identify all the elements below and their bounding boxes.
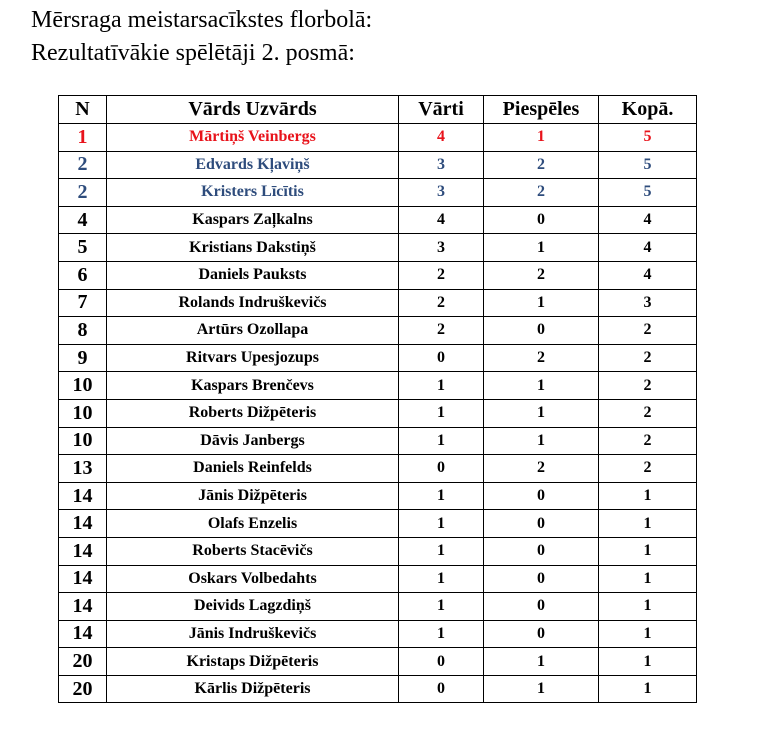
table-row (59, 372, 697, 400)
rank-cell: 9 (59, 344, 107, 372)
table-row (59, 648, 697, 676)
player-name-cell: Kristians Dakstiņš (107, 234, 399, 262)
goals-cell: 1 (399, 427, 484, 455)
goals-cell: 1 (399, 593, 484, 621)
table-row (59, 537, 697, 565)
player-name-cell: Daniels Reinfelds (107, 455, 399, 483)
table-row (59, 620, 697, 648)
assists-cell: 0 (484, 510, 599, 538)
document-subtitle: Rezultatīvākie spēlētāji 2. posmā: (31, 40, 355, 66)
table-row (59, 675, 697, 703)
rank-cell: 20 (59, 648, 107, 676)
assists-cell: 0 (484, 593, 599, 621)
assists-cell: 0 (484, 565, 599, 593)
total-cell: 2 (599, 455, 697, 483)
total-cell: 4 (599, 234, 697, 262)
player-name-cell: Deivids Lagzdiņš (107, 593, 399, 621)
player-name-cell: Rolands Indruškevičs (107, 289, 399, 317)
rank-cell: 14 (59, 593, 107, 621)
header-total: Kopā. (599, 96, 697, 124)
goals-cell: 1 (399, 482, 484, 510)
table-row (59, 289, 697, 317)
table-row (59, 482, 697, 510)
assists-cell: 1 (484, 427, 599, 455)
header-name: Vārds Uzvārds (107, 96, 399, 124)
player-name-cell: Kristers Līcītis (107, 179, 399, 207)
table-row (59, 593, 697, 621)
goals-cell: 0 (399, 455, 484, 483)
assists-cell: 1 (484, 234, 599, 262)
table-row (59, 399, 697, 427)
rank-cell: 7 (59, 289, 107, 317)
total-cell: 4 (599, 206, 697, 234)
assists-cell: 1 (484, 372, 599, 400)
player-name-cell: Oskars Volbedahts (107, 565, 399, 593)
total-cell: 2 (599, 344, 697, 372)
total-cell: 3 (599, 289, 697, 317)
goals-cell: 1 (399, 510, 484, 538)
header-goals: Vārti (399, 96, 484, 124)
assists-cell: 0 (484, 206, 599, 234)
goals-cell: 1 (399, 620, 484, 648)
total-cell: 1 (599, 537, 697, 565)
document-title: Mērsraga meistarsacīkstes florbolā: (31, 7, 373, 33)
table-row (59, 124, 697, 152)
total-cell: 1 (599, 593, 697, 621)
assists-cell: 2 (484, 179, 599, 207)
assists-cell: 1 (484, 675, 599, 703)
goals-cell: 2 (399, 261, 484, 289)
table-row (59, 565, 697, 593)
total-cell: 4 (599, 261, 697, 289)
goals-cell: 0 (399, 344, 484, 372)
rank-cell: 6 (59, 261, 107, 289)
assists-cell: 0 (484, 537, 599, 565)
rank-cell: 1 (59, 124, 107, 152)
player-name-cell: Kristaps Dižpēteris (107, 648, 399, 676)
goals-cell: 2 (399, 317, 484, 345)
rank-cell: 2 (59, 151, 107, 179)
goals-cell: 1 (399, 399, 484, 427)
assists-cell: 2 (484, 151, 599, 179)
assists-cell: 0 (484, 317, 599, 345)
player-name-cell: Roberts Dižpēteris (107, 399, 399, 427)
assists-cell: 1 (484, 124, 599, 152)
rank-cell: 14 (59, 482, 107, 510)
table-row (59, 234, 697, 262)
total-cell: 5 (599, 151, 697, 179)
rank-cell: 8 (59, 317, 107, 345)
header-assists: Piespēles (484, 96, 599, 124)
table-row (59, 427, 697, 455)
player-name-cell: Dāvis Janbergs (107, 427, 399, 455)
rank-cell: 20 (59, 675, 107, 703)
rank-cell: 2 (59, 179, 107, 207)
table-row (59, 455, 697, 483)
goals-cell: 3 (399, 234, 484, 262)
rank-cell: 10 (59, 399, 107, 427)
total-cell: 1 (599, 620, 697, 648)
table-row (59, 317, 697, 345)
total-cell: 1 (599, 510, 697, 538)
goals-cell: 1 (399, 372, 484, 400)
goals-cell: 0 (399, 648, 484, 676)
header-rank: N (59, 96, 107, 124)
total-cell: 5 (599, 124, 697, 152)
goals-cell: 4 (399, 124, 484, 152)
table-row (59, 206, 697, 234)
rank-cell: 14 (59, 510, 107, 538)
total-cell: 1 (599, 648, 697, 676)
total-cell: 1 (599, 675, 697, 703)
player-name-cell: Kaspars Zaļkalns (107, 206, 399, 234)
goals-cell: 3 (399, 179, 484, 207)
goals-cell: 0 (399, 675, 484, 703)
goals-cell: 4 (399, 206, 484, 234)
table-row (59, 510, 697, 538)
table-header-row (59, 96, 697, 124)
player-name-cell: Mārtiņš Veinbergs (107, 124, 399, 152)
total-cell: 2 (599, 317, 697, 345)
table-row (59, 261, 697, 289)
player-name-cell: Kaspars Brenčevs (107, 372, 399, 400)
goals-cell: 1 (399, 537, 484, 565)
rank-cell: 14 (59, 537, 107, 565)
rank-cell: 14 (59, 620, 107, 648)
rank-cell: 14 (59, 565, 107, 593)
rank-cell: 10 (59, 427, 107, 455)
player-name-cell: Jānis Indruškevičs (107, 620, 399, 648)
assists-cell: 2 (484, 344, 599, 372)
rank-cell: 13 (59, 455, 107, 483)
goals-cell: 1 (399, 565, 484, 593)
goals-cell: 2 (399, 289, 484, 317)
assists-cell: 2 (484, 261, 599, 289)
player-name-cell: Roberts Stacēvičs (107, 537, 399, 565)
player-name-cell: Jānis Dižpēteris (107, 482, 399, 510)
total-cell: 1 (599, 482, 697, 510)
scorers-table (58, 95, 697, 703)
assists-cell: 1 (484, 289, 599, 317)
goals-cell: 3 (399, 151, 484, 179)
player-name-cell: Artūrs Ozollapa (107, 317, 399, 345)
player-name-cell: Edvards Kļaviņš (107, 151, 399, 179)
assists-cell: 1 (484, 648, 599, 676)
rank-cell: 5 (59, 234, 107, 262)
table-row (59, 179, 697, 207)
total-cell: 2 (599, 372, 697, 400)
player-name-cell: Kārlis Dižpēteris (107, 675, 399, 703)
rank-cell: 4 (59, 206, 107, 234)
total-cell: 1 (599, 565, 697, 593)
table-body (59, 124, 697, 703)
assists-cell: 0 (484, 482, 599, 510)
player-name-cell: Ritvars Upesjozups (107, 344, 399, 372)
player-name-cell: Daniels Pauksts (107, 261, 399, 289)
assists-cell: 0 (484, 620, 599, 648)
player-name-cell: Olafs Enzelis (107, 510, 399, 538)
table-row (59, 151, 697, 179)
total-cell: 2 (599, 399, 697, 427)
assists-cell: 1 (484, 399, 599, 427)
assists-cell: 2 (484, 455, 599, 483)
table-row (59, 344, 697, 372)
total-cell: 5 (599, 179, 697, 207)
total-cell: 2 (599, 427, 697, 455)
rank-cell: 10 (59, 372, 107, 400)
